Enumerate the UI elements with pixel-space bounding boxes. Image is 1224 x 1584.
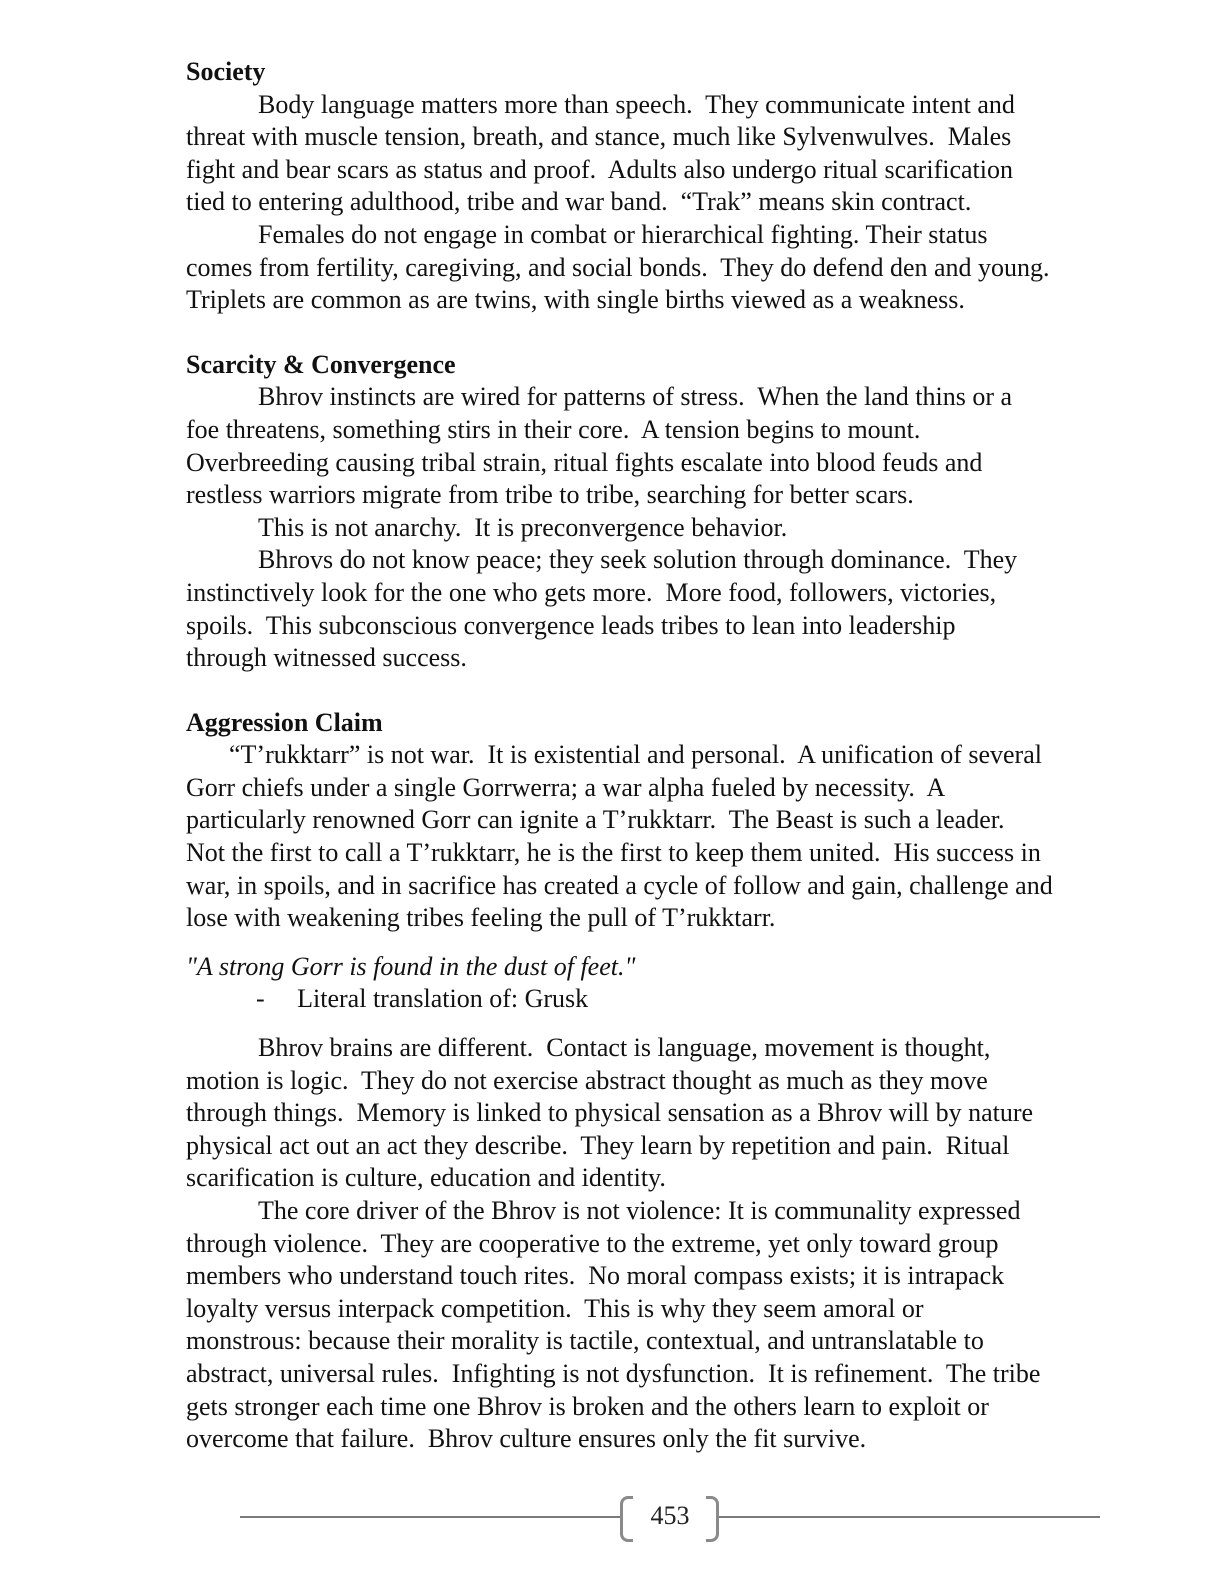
text-line: overcome that failure. Bhrov culture ensures only the fit survive. bbox=[186, 1424, 867, 1454]
text-line: tied to entering adulthood, tribe and war band. “Trak” means skin contract. bbox=[186, 187, 972, 217]
text-line: through witnessed success. bbox=[186, 643, 467, 673]
section-aggression-claim bbox=[186, 707, 1186, 1456]
text-line: Not the first to call a T’rukktarr, he is the first to keep them united. His success in bbox=[186, 838, 1041, 868]
text-line: gets stronger each time one Bhrov is broken and the others learn to exploit or bbox=[186, 1391, 989, 1421]
text-line: foe threatens, something stirs in their core. A tension begins to mount. bbox=[186, 414, 921, 444]
quote bbox=[186, 951, 1186, 984]
text-line: This is not anarchy. It is preconvergence behavior. bbox=[258, 512, 788, 542]
text-line: Bhrov brains are different. Contact is language, movement is thought, bbox=[258, 1033, 991, 1063]
text-line: "A strong Gorr is found in the dust of feet." bbox=[186, 951, 636, 981]
paragraph bbox=[186, 512, 1186, 545]
text-line: Females do not engage in combat or hierarchical fighting. Their status bbox=[258, 219, 988, 249]
text-line: Overbreeding causing tribal strain, ritual fights escalate into blood feuds and bbox=[186, 447, 983, 477]
text-line: members who understand touch rites. No moral compass exists; it is intrapack bbox=[186, 1261, 1005, 1291]
text-line: Bhrov instincts are wired for patterns of stress. When the land thins or a bbox=[258, 382, 1013, 412]
paragraph bbox=[186, 1032, 1186, 1195]
page-number: 453 bbox=[650, 1501, 690, 1530]
section-heading: Scarcity & Convergence bbox=[186, 349, 456, 379]
text-line: The core driver of the Bhrov is not violence: It is communality expressed bbox=[258, 1196, 1021, 1225]
text-line: instinctively look for the one who gets more. More food, followers, victories, bbox=[186, 577, 997, 607]
text-line: comes from fertility, caregiving, and social bonds. They do defend den and young. bbox=[186, 252, 1050, 282]
section-society bbox=[186, 56, 1186, 317]
paragraph bbox=[186, 544, 1186, 674]
text-line: through violence. They are cooperative to the extreme, yet only toward group bbox=[186, 1228, 999, 1258]
section-heading: Aggression Claim bbox=[186, 707, 383, 737]
text-line: abstract, universal rules. Infighting is not dysfunction. It is refinement. The tribe bbox=[186, 1358, 1041, 1388]
page-content bbox=[186, 56, 1186, 1456]
text-line: Gorr chiefs under a single Gorrwerra; a war alpha fueled by necessity. A bbox=[186, 772, 946, 802]
text-line: lose with weakening tribes feeling the pull of T’rukktarr. bbox=[186, 903, 776, 933]
text-line: Bhrovs do not know peace; they seek solution through dominance. They bbox=[258, 545, 1018, 575]
paragraph bbox=[186, 219, 1186, 317]
footer-rule-right bbox=[718, 1516, 1100, 1518]
page-footer bbox=[240, 1492, 1100, 1540]
text-line: restless warriors migrate from tribe to tribe, searching for better scars. bbox=[186, 480, 914, 510]
section-scarcity-convergence bbox=[186, 349, 1186, 675]
paragraph bbox=[186, 1195, 1186, 1456]
footer-rule-left bbox=[240, 1516, 622, 1518]
text-line: loyalty versus interpack competition. This is why they seem amoral or bbox=[186, 1293, 924, 1323]
section-heading: Society bbox=[186, 57, 266, 86]
text-line: Triplets are common as are twins, with single births viewed as a weakness. bbox=[186, 285, 965, 315]
text-line: through things. Memory is linked to physical sensation as a Bhrov will by nature bbox=[186, 1098, 1034, 1128]
text-line: “T’rukktarr” is not war. It is existential and personal. A unification of several bbox=[229, 740, 1042, 770]
paragraph bbox=[186, 89, 1186, 219]
text-line: - Literal translation of: Grusk bbox=[256, 984, 589, 1014]
text-line: Body language matters more than speech. They communicate intent and bbox=[258, 89, 1015, 119]
paragraph bbox=[186, 739, 1186, 935]
quote-attribution bbox=[186, 983, 1186, 1016]
text-line: war, in spoils, and in sacrifice has created a cycle of follow and gain, challenge and bbox=[186, 870, 1053, 900]
text-line: spoils. This subconscious convergence leads tribes to lean into leadership bbox=[186, 610, 956, 640]
paragraph bbox=[186, 381, 1186, 511]
text-line: particularly renowned Gorr can ignite a T’rukktarr. The Beast is such a leader. bbox=[186, 805, 1005, 835]
text-line: monstrous: because their morality is tactile, contextual, and untranslatable to bbox=[186, 1326, 984, 1356]
text-line: fight and bear scars as status and proof. Adults also undergo ritual scarification bbox=[186, 154, 1013, 184]
text-line: physical act out an act they describe. They learn by repetition and pain. Ritual bbox=[186, 1130, 1010, 1160]
text-line: motion is logic. They do not exercise abstract thought as much as they move bbox=[186, 1065, 988, 1095]
text-line: threat with muscle tension, breath, and stance, much like Sylvenwulves. Males bbox=[186, 122, 1012, 152]
text-line: scarification is culture, education and identity. bbox=[186, 1163, 666, 1193]
